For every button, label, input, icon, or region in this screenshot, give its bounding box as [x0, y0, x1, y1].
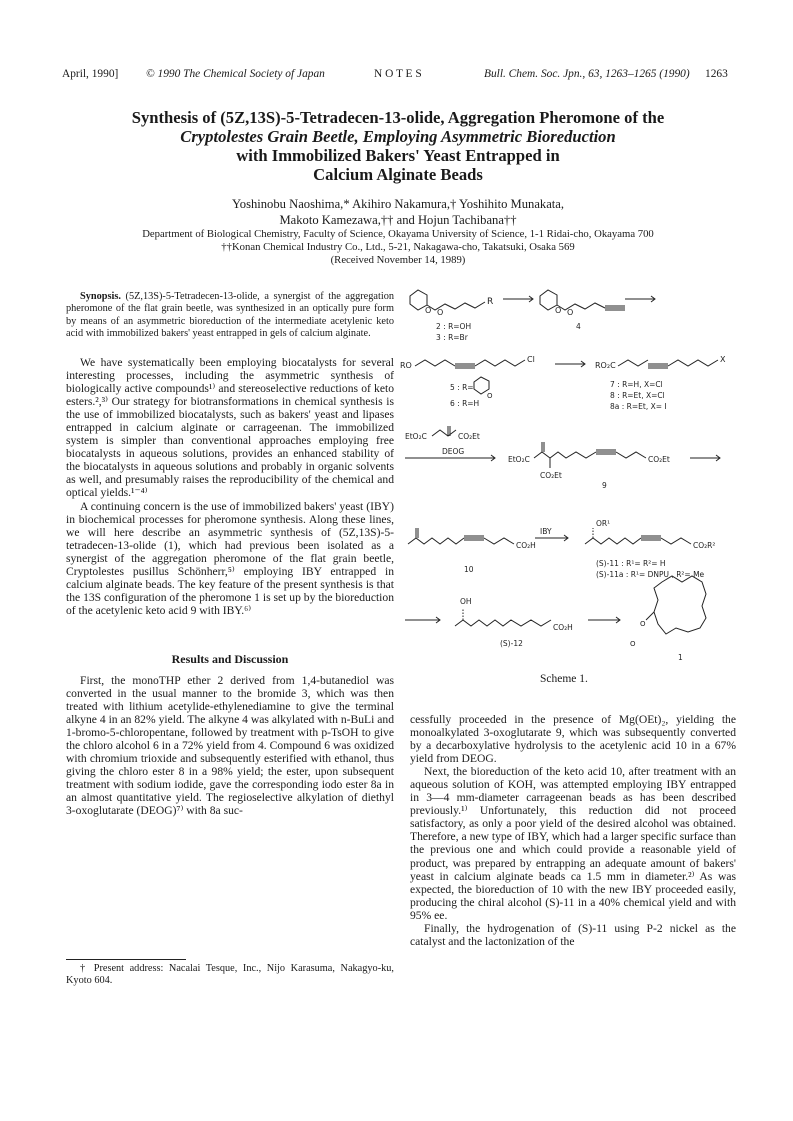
ester-group: CO₂R² [693, 541, 716, 550]
ester-group: RO₂C [595, 361, 616, 370]
deog-ester: CO₂Et [458, 432, 480, 441]
compound-label: 6 : R=H [450, 399, 480, 408]
compound-label: 8a : R=Et, X= I [610, 402, 667, 411]
macrolide-1-structure [630, 576, 706, 648]
compound-label: 3 : R=Br [436, 333, 468, 342]
body-paragraph: cessfully proceeded in the presence of Mg(OEt)₂, yielding the monoalkylated 3-oxoglutarate 9, which was subsequently converted by a decarboxylative hydrolysis to the acetylenic acid 10 in a 67% yield from DEOG. [410, 713, 736, 766]
acid-group: CO₂H [553, 623, 573, 632]
compound-label: 5 : R= [450, 383, 474, 392]
header-copyright: © 1990 The Chemical Society of Japan [146, 68, 325, 80]
affiliation [60, 228, 736, 267]
compound-label: (S)-12 [500, 639, 523, 648]
title-line: Cryptolestes Grain Beetle, Employing Asymmetric Bioreduction [180, 127, 616, 146]
deog-label: DEOG [442, 447, 465, 456]
synopsis-text: (5Z,13S)-5-Tetradecen-13-olide, a synergist of the aggregation pheromone of the flat grain beetle, was synthesized in an optically pure form by means of an asymmetric bioreduction of the intermediate acetylenic keto acid with immobilized bakers' yeast entrapped in gels of calcium alginate. [66, 291, 394, 340]
compound-label: 4 [576, 322, 581, 331]
author-list [60, 196, 736, 228]
ring-oxygen: O [487, 392, 493, 400]
header-page-number: 1263 [705, 68, 728, 80]
compound-label: 2 : R=OH [436, 322, 472, 331]
ether-oxygen: O [437, 308, 444, 317]
iby-label: IBY [540, 527, 552, 536]
hydroxyl-group: OH [460, 597, 472, 606]
compound-label: (S)-11a : R¹= DNPU , R²= Me [596, 570, 705, 579]
x-group: X [720, 355, 726, 364]
title-line: Synthesis of (5Z,13S)-5-Tetradecen-13-olide, Aggregation Pheromone of the [131, 108, 665, 127]
compound-label: 9 [602, 481, 607, 490]
author-line: Yoshinobu Naoshima,* Akihiro Nakamura,† Yoshihito Munakata, [231, 197, 565, 211]
header-journal: Bull. Chem. Soc. Jpn., 63, 1263–1265 (1990) [484, 68, 690, 80]
synopsis-label: Synopsis. [80, 291, 121, 302]
intro-section [66, 356, 394, 617]
title-line: with Immobilized Bakers' Yeast Entrapped in [236, 146, 560, 165]
ester-group: EtO₂C [508, 455, 530, 464]
ether-oxygen: O [567, 308, 574, 317]
affiliation-line: Department of Biological Chemistry, Faculty of Science, Okayama University of Science, 1-1 Ridai-cho, Okayama 700 [142, 228, 654, 240]
scheme-1-figure [400, 282, 740, 672]
results-section [66, 674, 394, 818]
ro-group: RO [400, 361, 412, 370]
header-section: N O T E S [374, 68, 422, 80]
ring-oxygen: O [640, 620, 646, 628]
compound-label: (S)-11 : R¹= R²= H [596, 559, 666, 568]
section-heading: Results and Discussion [171, 652, 289, 666]
footnote-rule [66, 959, 186, 960]
body-paragraph: Next, the bioreduction of the keto acid 10, after treatment with an aqueous solution of KOH, was attempted employing IBY entrapped in 3—4 mm-diameter carrageenan beads as has been described previously.¹⁾ Unfortunately, this reduction did not proceed satisfactory, as only a poor yield of the desired alcohol was obtained. Therefore, a new type of IBY, which had a larger specific surface than the previous one and which could provide a reasonable yield of product, was prepared by entrapping an adequate amount of bakers' yeast in calcium alginate beads ca 1.5 mm in diameter.²⁾ As was expected, the bioreduction of 10 with the new IBY proceeded easily, producing the chiral alcohol (S)-11 in a 40% chemical yield and with 95% ee. [410, 765, 736, 922]
deog-ester: EtO₂C [405, 432, 427, 441]
alkyne-4-structure [540, 290, 625, 317]
compound-label: 1 [678, 653, 683, 662]
thp-ether-2-structure [410, 290, 493, 317]
ring-oxygen: O [555, 306, 562, 315]
r-group: R [487, 297, 494, 307]
footnote [66, 963, 394, 987]
chloro-group: Cl [527, 355, 535, 364]
intro-paragraph: We have systematically been employing biocatalysts for several interesting processes, including the asymmetric synthesis of biologically active compounds¹⁾ and stereoselective reductions of keto esters.²,³⁾ Our strategy for biotransformations in chemical synthesis is the use of immobilized biocatalysts, such as bakers' yeast and lipases entrapped in calcium alginate or carrageenan. The immobilized system is simpler than conventional approaches employing free biocatalysts in aqueous solutions, provides an enhanced stability of the biocatalysts in aqueous solutions and probably in organic solvents as well, and presumably raises the reproducibility of the chemical and optical yields.¹⁻⁴⁾ [66, 356, 394, 500]
compound-label: 7 : R=H, X=Cl [610, 380, 663, 389]
compound-label: 8 : R=Et, X=Cl [610, 391, 665, 400]
synopsis [66, 291, 394, 341]
right-column-text [410, 713, 736, 948]
compound-label: 10 [464, 565, 474, 574]
carbonyl-oxygen: O [630, 640, 636, 648]
or1-group: OR¹ [596, 519, 611, 528]
ester-group: CO₂Et [648, 455, 670, 464]
intro-paragraph: A continuing concern is the use of immobilized bakers' yeast (IBY) in biochemical processes for pheromone synthesis. Along these lines, we will here describe an asymmetric synthesis of (5Z,13S)-5-tetradecen-13-olide (1), which had previous been isolated as a synergist of the aggregation pheromone of the flat grain beetle, Cryptolestes pusillus Schönherr,⁵⁾ employing IBY entrapped in calcium alginate beads. The key feature of the present synthesis is that the 13S configuration of the pheromone 1 is set up by the bioreduction of the acetylenic keto acid 9 with IBY.⁶⁾ [66, 499, 394, 617]
footnote-text: † Present address: Nacalai Tesque, Inc., Nijo Karasuma, Nakagyo-ku, Kyoto 604. [66, 963, 394, 987]
author-line: Makoto Kamezawa,†† and Hojun Tachibana†† [279, 213, 517, 227]
title-line: Calcium Alginate Beads [313, 165, 483, 184]
affiliation-line: ††Konan Chemical Industry Co., Ltd., 5-21, Nakagawa-cho, Takatsuki, Osaka 569 [221, 241, 575, 253]
results-paragraph: First, the monoTHP ether 2 derived from 1,4-butanediol was converted in the usual manner to the bromide 3, which was then treated with lithium acetylide-ethylenediamine to give the terminal alkyne 4 in an 82% yield. The alkyne 4 was alkylated with n-BuLi and 1-bromo-5-chloropentane, followed by treatment with p-TsOH to give the chloro alcohol 6 in a 72% yield from 4. Compound 6 was oxidized with chromium trioxide and subsequently esterified with ethanol, thus giving the chloro ester 8 in a 98% yield; the ester, upon subsequent treatment with sodium iodide, gave the corresponding iodo ester 8a in an almost quantitative yield. The regioselective alkylation of diethyl 3-oxoglutarate (DEOG)⁷⁾ with 8a suc- [66, 674, 394, 818]
received-date: (Received November 14, 1989) [330, 254, 466, 266]
acid-group: CO₂H [516, 541, 536, 550]
ring-oxygen: O [425, 306, 432, 315]
ester-group: CO₂Et [540, 471, 562, 480]
article-title [60, 108, 736, 184]
scheme-caption: Scheme 1. [540, 673, 588, 685]
header-date: April, 1990] [62, 68, 119, 80]
body-paragraph: Finally, the hydrogenation of (S)-11 using P-2 nickel as the catalyst and the lactonization of the [410, 921, 736, 948]
